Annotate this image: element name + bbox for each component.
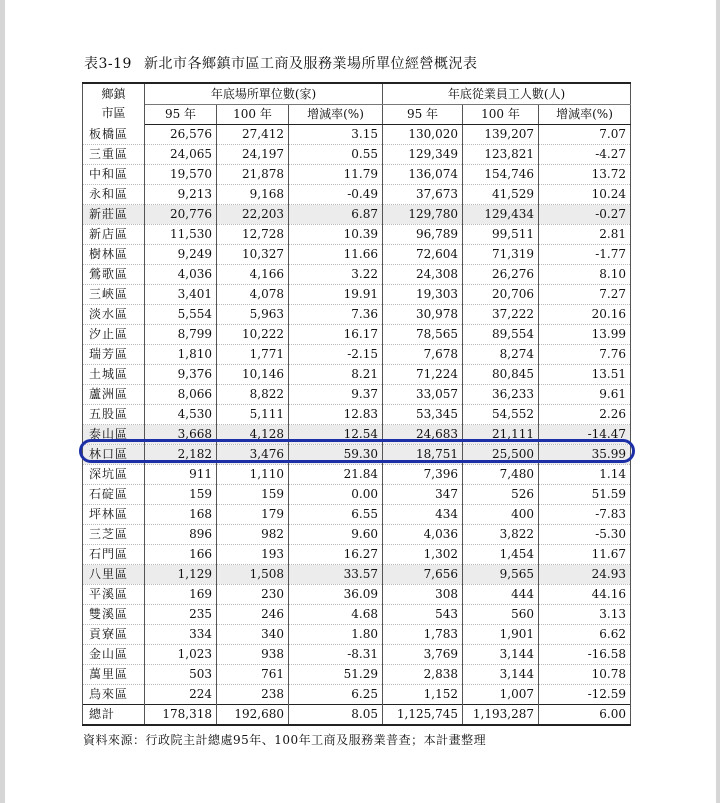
- employees-100-cell: 8,274: [463, 345, 539, 365]
- employees-100-cell: 1,007: [463, 685, 539, 705]
- units-change-cell: 16.27: [289, 545, 383, 565]
- employees-95-cell: 3,769: [383, 645, 463, 665]
- units-change-cell: 51.29: [289, 665, 383, 685]
- units-95-cell: 168: [145, 505, 217, 525]
- table-title: 新北市各鄉鎮市區工商及服務業場所單位經營概況表: [143, 56, 478, 72]
- employees-100-cell: 3,144: [463, 645, 539, 665]
- employees-100-cell: 3,822: [463, 525, 539, 545]
- employees-change-cell: 44.16: [539, 585, 631, 605]
- district-cell: 土城區: [83, 365, 145, 385]
- units-95-cell: 24,065: [145, 145, 217, 165]
- units-95-cell: 4,036: [145, 265, 217, 285]
- units-95-cell: 503: [145, 665, 217, 685]
- units-95-cell: 8,799: [145, 325, 217, 345]
- units-95-cell: 334: [145, 625, 217, 645]
- employees-95-cell: 7,678: [383, 345, 463, 365]
- total-row: [83, 705, 631, 726]
- employees-100-cell: 123,821: [463, 145, 539, 165]
- employees-change-cell: 6.62: [539, 625, 631, 645]
- units-100-cell: 192,680: [217, 705, 289, 726]
- units-100-cell: 3,476: [217, 445, 289, 465]
- employees-95-cell: 543: [383, 605, 463, 625]
- business-statistics-table: [82, 82, 631, 726]
- district-header-top: 鄉鎮: [101, 87, 126, 102]
- table-body: [83, 125, 631, 726]
- employees-95-cell: 2,838: [383, 665, 463, 685]
- table-caption: [84, 53, 477, 73]
- employees-change-cell: 13.99: [539, 325, 631, 345]
- employees-100-cell: 99,511: [463, 225, 539, 245]
- units-100-cell: 8,822: [217, 385, 289, 405]
- employees-change-cell: 7.07: [539, 125, 631, 145]
- employees-change-cell: 3.13: [539, 605, 631, 625]
- units-change-cell: -2.15: [289, 345, 383, 365]
- employees-100-cell: 400: [463, 505, 539, 525]
- district-cell: 樹林區: [83, 245, 145, 265]
- district-cell: 中和區: [83, 165, 145, 185]
- table-row: [83, 165, 631, 185]
- units-change-cell: 12.83: [289, 405, 383, 425]
- employees-100-cell: 560: [463, 605, 539, 625]
- units-100-cell: 10,222: [217, 325, 289, 345]
- units-95-cell: 1,810: [145, 345, 217, 365]
- table-row: [83, 545, 631, 565]
- table-row: [83, 565, 631, 585]
- units-95-cell: 3,401: [145, 285, 217, 305]
- source-note: 資料來源：行政院主計總處95年、100年工商及服務業普查；本計畫整理: [83, 733, 487, 747]
- employees-100-cell: 7,480: [463, 465, 539, 485]
- district-cell: 石門區: [83, 545, 145, 565]
- units-change-cell: 8.05: [289, 705, 383, 726]
- units-95-header: 95 年: [145, 105, 217, 125]
- units-change-header: 增減率(%): [289, 105, 383, 125]
- table-row: [83, 665, 631, 685]
- table-row: [83, 645, 631, 665]
- table-row: [83, 305, 631, 325]
- employees-100-header: 100 年: [463, 105, 539, 125]
- employees-change-cell: 10.78: [539, 665, 631, 685]
- employees-100-cell: 89,554: [463, 325, 539, 345]
- district-cell: 五股區: [83, 405, 145, 425]
- employees-95-cell: 1,125,745: [383, 705, 463, 726]
- district-cell: 泰山區: [83, 425, 145, 445]
- employees-95-cell: 18,751: [383, 445, 463, 465]
- table-row: [83, 505, 631, 525]
- district-cell: 永和區: [83, 185, 145, 205]
- employees-100-cell: 9,565: [463, 565, 539, 585]
- table-row: [83, 385, 631, 405]
- table-row: [83, 125, 631, 145]
- district-cell: 金山區: [83, 645, 145, 665]
- units-95-cell: 11,530: [145, 225, 217, 245]
- units-95-cell: 169: [145, 585, 217, 605]
- units-change-cell: 6.87: [289, 205, 383, 225]
- units-change-cell: 16.17: [289, 325, 383, 345]
- employees-100-cell: 26,276: [463, 265, 539, 285]
- employees-change-cell: -1.77: [539, 245, 631, 265]
- employees-group-header: 年底從業員工人數(人): [383, 83, 631, 105]
- employees-100-cell: 139,207: [463, 125, 539, 145]
- employees-100-cell: 154,746: [463, 165, 539, 185]
- units-95-cell: 235: [145, 605, 217, 625]
- units-95-cell: 896: [145, 525, 217, 545]
- table-row: [83, 445, 631, 465]
- table-row: [83, 265, 631, 285]
- units-100-cell: 238: [217, 685, 289, 705]
- employees-95-cell: 24,308: [383, 265, 463, 285]
- district-cell: 新莊區: [83, 205, 145, 225]
- units-100-cell: 27,412: [217, 125, 289, 145]
- units-95-cell: 8,066: [145, 385, 217, 405]
- employees-95-cell: 1,152: [383, 685, 463, 705]
- employees-change-cell: -16.58: [539, 645, 631, 665]
- units-95-cell: 9,213: [145, 185, 217, 205]
- employees-100-cell: 41,529: [463, 185, 539, 205]
- units-change-cell: 10.39: [289, 225, 383, 245]
- district-cell: 坪林區: [83, 505, 145, 525]
- district-cell: 新店區: [83, 225, 145, 245]
- right-page-edge: [716, 0, 720, 803]
- units-95-cell: 3,668: [145, 425, 217, 445]
- employees-change-cell: 24.93: [539, 565, 631, 585]
- units-100-cell: 4,128: [217, 425, 289, 445]
- units-100-cell: 1,508: [217, 565, 289, 585]
- employees-95-cell: 24,683: [383, 425, 463, 445]
- employees-100-cell: 71,319: [463, 245, 539, 265]
- employees-100-cell: 25,500: [463, 445, 539, 465]
- units-change-cell: 59.30: [289, 445, 383, 465]
- units-change-cell: 9.37: [289, 385, 383, 405]
- employees-change-cell: 11.67: [539, 545, 631, 565]
- units-change-cell: 11.66: [289, 245, 383, 265]
- district-cell: 平溪區: [83, 585, 145, 605]
- district-cell: 林口區: [83, 445, 145, 465]
- units-change-cell: 0.55: [289, 145, 383, 165]
- units-100-cell: 159: [217, 485, 289, 505]
- table-row: [83, 625, 631, 645]
- employees-95-cell: 129,780: [383, 205, 463, 225]
- district-cell: 淡水區: [83, 305, 145, 325]
- table-row: [83, 585, 631, 605]
- units-100-cell: 761: [217, 665, 289, 685]
- employees-change-header: 增減率(%): [539, 105, 631, 125]
- employees-95-cell: 71,224: [383, 365, 463, 385]
- table-row: [83, 225, 631, 245]
- units-change-cell: -0.49: [289, 185, 383, 205]
- employees-change-cell: 9.61: [539, 385, 631, 405]
- units-100-cell: 24,197: [217, 145, 289, 165]
- employees-100-cell: 3,144: [463, 665, 539, 685]
- units-95-cell: 4,530: [145, 405, 217, 425]
- employees-95-cell: 4,036: [383, 525, 463, 545]
- units-100-cell: 1,771: [217, 345, 289, 365]
- table-row: [83, 245, 631, 265]
- units-95-cell: 911: [145, 465, 217, 485]
- units-100-cell: 179: [217, 505, 289, 525]
- district-cell: 三峽區: [83, 285, 145, 305]
- units-100-header: 100 年: [217, 105, 289, 125]
- left-page-edge: [0, 0, 5, 803]
- district-cell: 雙溪區: [83, 605, 145, 625]
- units-100-cell: 4,078: [217, 285, 289, 305]
- table-row: [83, 145, 631, 165]
- employees-change-cell: 13.72: [539, 165, 631, 185]
- units-95-cell: 26,576: [145, 125, 217, 145]
- employees-change-cell: -0.27: [539, 205, 631, 225]
- employees-95-cell: 78,565: [383, 325, 463, 345]
- units-change-cell: 19.91: [289, 285, 383, 305]
- table-row: [83, 425, 631, 445]
- units-change-cell: 3.22: [289, 265, 383, 285]
- employees-100-cell: 129,434: [463, 205, 539, 225]
- table-row: [83, 485, 631, 505]
- table-row: [83, 205, 631, 225]
- units-change-cell: 21.84: [289, 465, 383, 485]
- district-cell: 深坑區: [83, 465, 145, 485]
- units-change-cell: 12.54: [289, 425, 383, 445]
- employees-change-cell: 10.24: [539, 185, 631, 205]
- units-95-cell: 1,129: [145, 565, 217, 585]
- units-95-cell: 224: [145, 685, 217, 705]
- employees-change-cell: 13.51: [539, 365, 631, 385]
- employees-95-cell: 37,673: [383, 185, 463, 205]
- employees-change-cell: -5.30: [539, 525, 631, 545]
- units-100-cell: 21,878: [217, 165, 289, 185]
- district-cell: 貢寮區: [83, 625, 145, 645]
- employees-100-cell: 1,901: [463, 625, 539, 645]
- employees-change-cell: -4.27: [539, 145, 631, 165]
- district-cell: 三芝區: [83, 525, 145, 545]
- employees-change-cell: 35.99: [539, 445, 631, 465]
- table-row: [83, 405, 631, 425]
- units-95-cell: 2,182: [145, 445, 217, 465]
- units-100-cell: 938: [217, 645, 289, 665]
- employees-95-cell: 347: [383, 485, 463, 505]
- employees-95-cell: 7,396: [383, 465, 463, 485]
- units-95-cell: 20,776: [145, 205, 217, 225]
- units-group-header: 年底場所單位數(家): [145, 83, 383, 105]
- table-row: [83, 285, 631, 305]
- units-change-cell: 3.15: [289, 125, 383, 145]
- employees-100-cell: 54,552: [463, 405, 539, 425]
- units-change-cell: 1.80: [289, 625, 383, 645]
- district-header: [83, 83, 145, 125]
- employees-change-cell: 6.00: [539, 705, 631, 726]
- employees-100-cell: 80,845: [463, 365, 539, 385]
- table-row: [83, 345, 631, 365]
- units-100-cell: 246: [217, 605, 289, 625]
- units-100-cell: 982: [217, 525, 289, 545]
- units-95-cell: 9,249: [145, 245, 217, 265]
- employees-95-cell: 130,020: [383, 125, 463, 145]
- employees-95-cell: 72,604: [383, 245, 463, 265]
- units-100-cell: 22,203: [217, 205, 289, 225]
- units-change-cell: 33.57: [289, 565, 383, 585]
- employees-change-cell: 1.14: [539, 465, 631, 485]
- employees-95-cell: 1,302: [383, 545, 463, 565]
- district-cell: 鶯歌區: [83, 265, 145, 285]
- employees-100-cell: 444: [463, 585, 539, 605]
- units-95-cell: 5,554: [145, 305, 217, 325]
- district-cell: 瑞芳區: [83, 345, 145, 365]
- units-100-cell: 230: [217, 585, 289, 605]
- employees-95-cell: 7,656: [383, 565, 463, 585]
- units-change-cell: -8.31: [289, 645, 383, 665]
- units-95-cell: 19,570: [145, 165, 217, 185]
- units-change-cell: 9.60: [289, 525, 383, 545]
- employees-change-cell: 2.81: [539, 225, 631, 245]
- units-95-cell: 166: [145, 545, 217, 565]
- units-100-cell: 12,728: [217, 225, 289, 245]
- district-cell: 汐止區: [83, 325, 145, 345]
- employees-100-cell: 526: [463, 485, 539, 505]
- employees-change-cell: -7.83: [539, 505, 631, 525]
- employees-95-cell: 33,057: [383, 385, 463, 405]
- units-change-cell: 36.09: [289, 585, 383, 605]
- units-95-cell: 9,376: [145, 365, 217, 385]
- table-row: [83, 365, 631, 385]
- district-cell: 板橋區: [83, 125, 145, 145]
- employees-100-cell: 21,111: [463, 425, 539, 445]
- district-cell: 石碇區: [83, 485, 145, 505]
- table-row: [83, 325, 631, 345]
- units-95-cell: 159: [145, 485, 217, 505]
- employees-100-cell: 20,706: [463, 285, 539, 305]
- employees-95-cell: 434: [383, 505, 463, 525]
- employees-95-cell: 308: [383, 585, 463, 605]
- units-change-cell: 4.68: [289, 605, 383, 625]
- header-row-columns: [83, 105, 631, 125]
- employees-100-cell: 37,222: [463, 305, 539, 325]
- units-100-cell: 5,963: [217, 305, 289, 325]
- employees-change-cell: 7.27: [539, 285, 631, 305]
- units-100-cell: 10,327: [217, 245, 289, 265]
- units-95-cell: 178,318: [145, 705, 217, 726]
- units-change-cell: 0.00: [289, 485, 383, 505]
- employees-95-cell: 129,349: [383, 145, 463, 165]
- units-change-cell: 11.79: [289, 165, 383, 185]
- employees-100-cell: 36,233: [463, 385, 539, 405]
- employees-95-cell: 136,074: [383, 165, 463, 185]
- units-change-cell: 7.36: [289, 305, 383, 325]
- employees-95-cell: 19,303: [383, 285, 463, 305]
- employees-100-cell: 1,193,287: [463, 705, 539, 726]
- employees-change-cell: 7.76: [539, 345, 631, 365]
- units-100-cell: 10,146: [217, 365, 289, 385]
- units-100-cell: 5,111: [217, 405, 289, 425]
- district-cell: 蘆洲區: [83, 385, 145, 405]
- district-cell: 烏來區: [83, 685, 145, 705]
- district-cell: 八里區: [83, 565, 145, 585]
- table-number: 表3-19: [84, 56, 132, 72]
- district-header-bottom: 市區: [101, 106, 126, 121]
- employees-100-cell: 1,454: [463, 545, 539, 565]
- employees-95-cell: 53,345: [383, 405, 463, 425]
- employees-change-cell: 2.26: [539, 405, 631, 425]
- table-row: [83, 685, 631, 705]
- table-row: [83, 525, 631, 545]
- table-row: [83, 185, 631, 205]
- units-change-cell: 6.25: [289, 685, 383, 705]
- employees-95-header: 95 年: [383, 105, 463, 125]
- employees-change-cell: -12.59: [539, 685, 631, 705]
- employees-change-cell: -14.47: [539, 425, 631, 445]
- employees-95-cell: 1,783: [383, 625, 463, 645]
- table-row: [83, 465, 631, 485]
- units-change-cell: 8.21: [289, 365, 383, 385]
- units-95-cell: 1,023: [145, 645, 217, 665]
- district-cell: 總計: [83, 705, 145, 726]
- units-100-cell: 193: [217, 545, 289, 565]
- employees-95-cell: 96,789: [383, 225, 463, 245]
- units-100-cell: 9,168: [217, 185, 289, 205]
- employees-95-cell: 30,978: [383, 305, 463, 325]
- units-100-cell: 340: [217, 625, 289, 645]
- units-change-cell: 6.55: [289, 505, 383, 525]
- employees-change-cell: 20.16: [539, 305, 631, 325]
- units-100-cell: 4,166: [217, 265, 289, 285]
- header-row-groups: [83, 83, 631, 105]
- district-cell: 萬里區: [83, 665, 145, 685]
- employees-change-cell: 8.10: [539, 265, 631, 285]
- table-row: [83, 605, 631, 625]
- district-cell: 三重區: [83, 145, 145, 165]
- units-100-cell: 1,110: [217, 465, 289, 485]
- employees-change-cell: 51.59: [539, 485, 631, 505]
